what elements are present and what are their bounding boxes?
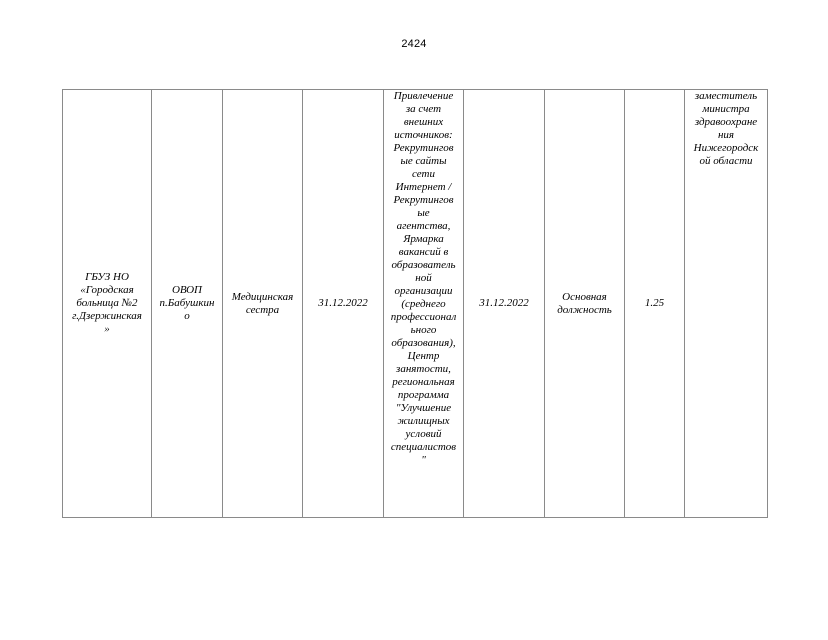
cell-measures: Привлечение за счет внешних источников: Рекрутингов ые сайты сети Интернет / Рекрутингов ые агентства, Ярмарка вакансий в образователь ной организации (среднего профессионал ьного образования), Центр занятости, региональная программа "Улучшение жилищных условий специалистов " (384, 90, 464, 518)
cell-position-type: Основная должность (545, 90, 625, 518)
table-row (63, 90, 768, 518)
cell-subdivision: ОВОП п.Бабушкин о (152, 90, 223, 518)
vacancy-table (62, 89, 768, 518)
cell-date-2: 31.12.2022 (464, 90, 545, 518)
cell-position: Медицинская сестра (223, 90, 303, 518)
cell-date-1: 31.12.2022 (303, 90, 384, 518)
page-number: 2424 (401, 38, 427, 50)
cell-organization: ГБУЗ НО «Городская больница №2 г.Дзержинская » (63, 90, 152, 518)
cell-rate: 1.25 (625, 90, 685, 518)
cell-responsible: заместитель министра здравоохране ния Нижегородск ой области (685, 90, 768, 518)
